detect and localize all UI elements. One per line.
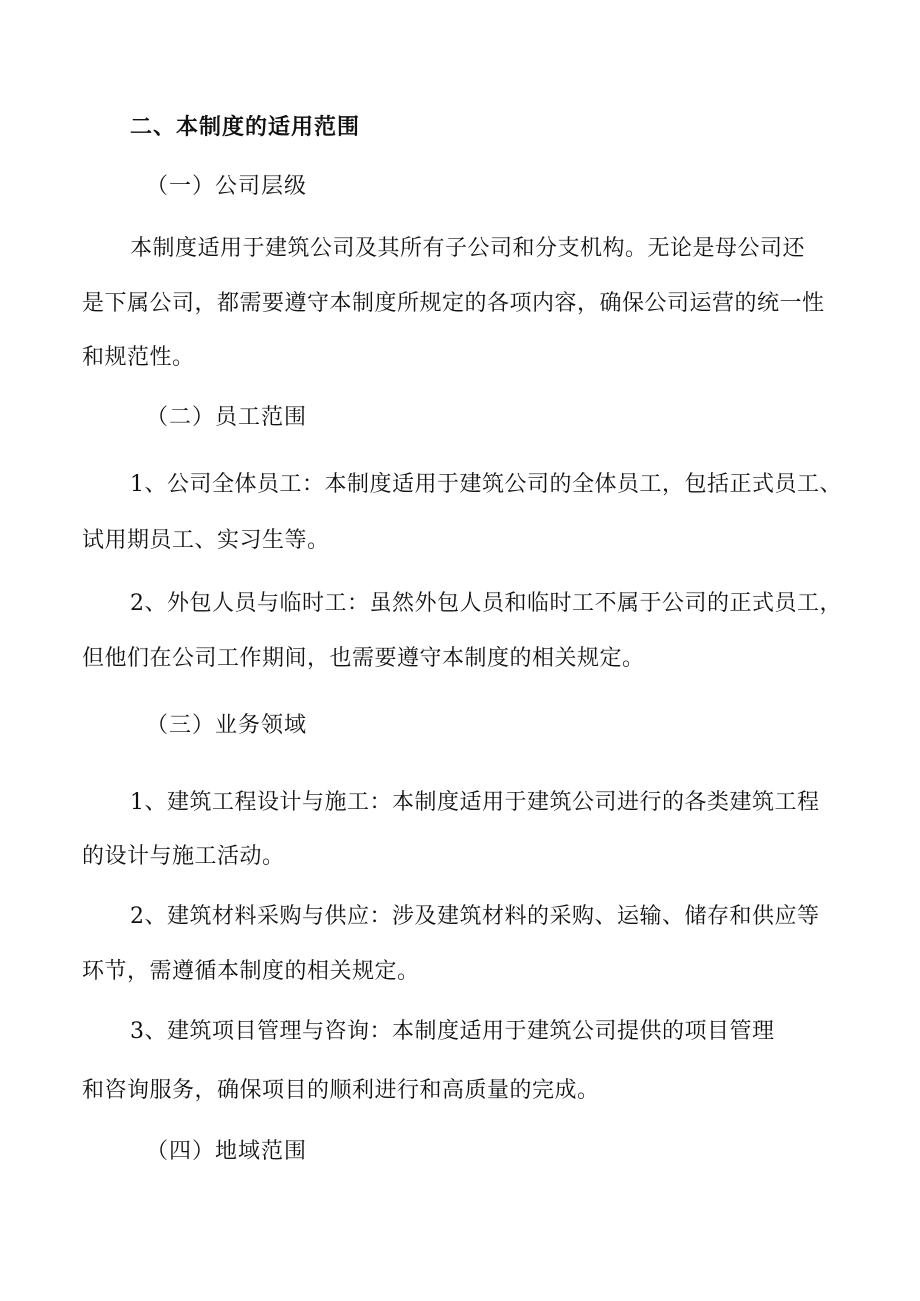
paragraph-line: 但他们在公司工作期间，也需要遵守本制度的相关规定。 — [82, 646, 645, 671]
paragraph-line: 1、建筑工程设计与施工：本制度适用于建筑公司进行的各类建筑工程 — [130, 790, 820, 815]
section-title: 二、本制度的适用范围 — [130, 114, 361, 140]
paragraph-line: 本制度适用于建筑公司及其所有子公司和分支机构。无论是母公司还 — [130, 236, 806, 261]
paragraph-line: 1、公司全体员工：本制度适用于建筑公司的全体员工，包括正式员工、 — [130, 472, 842, 497]
paragraph-line: 试用期员工、实习生等。 — [82, 528, 330, 553]
paragraph-line: 环节，需遵循本制度的相关规定。 — [82, 959, 420, 984]
subsection-heading-employee-scope: （二）员工范围 — [146, 405, 308, 430]
subsection-heading-business-area: （三）业务领域 — [146, 713, 308, 738]
paragraph-line: 3、建筑项目管理与咨询：本制度适用于建筑公司提供的项目管理 — [130, 1019, 775, 1044]
subsection-heading-geographic-scope: （四）地域范围 — [146, 1139, 308, 1164]
paragraph-line: 的设计与施工活动。 — [82, 844, 285, 869]
paragraph-line: 和咨询服务，确保项目的顺利进行和高质量的完成。 — [82, 1078, 600, 1103]
paragraph-line: 和规范性。 — [82, 345, 195, 370]
paragraph-line: 是下属公司，都需要遵守本制度所规定的各项内容，确保公司运营的统一性 — [82, 291, 825, 316]
paragraph-line: 2、外包人员与临时工：虽然外包人员和临时工不属于公司的正式员工， — [130, 591, 842, 616]
paragraph-line: 2、建筑材料采购与供应：涉及建筑材料的采购、运输、储存和供应等 — [130, 904, 820, 929]
subsection-heading-company-level: （一）公司层级 — [146, 174, 308, 199]
